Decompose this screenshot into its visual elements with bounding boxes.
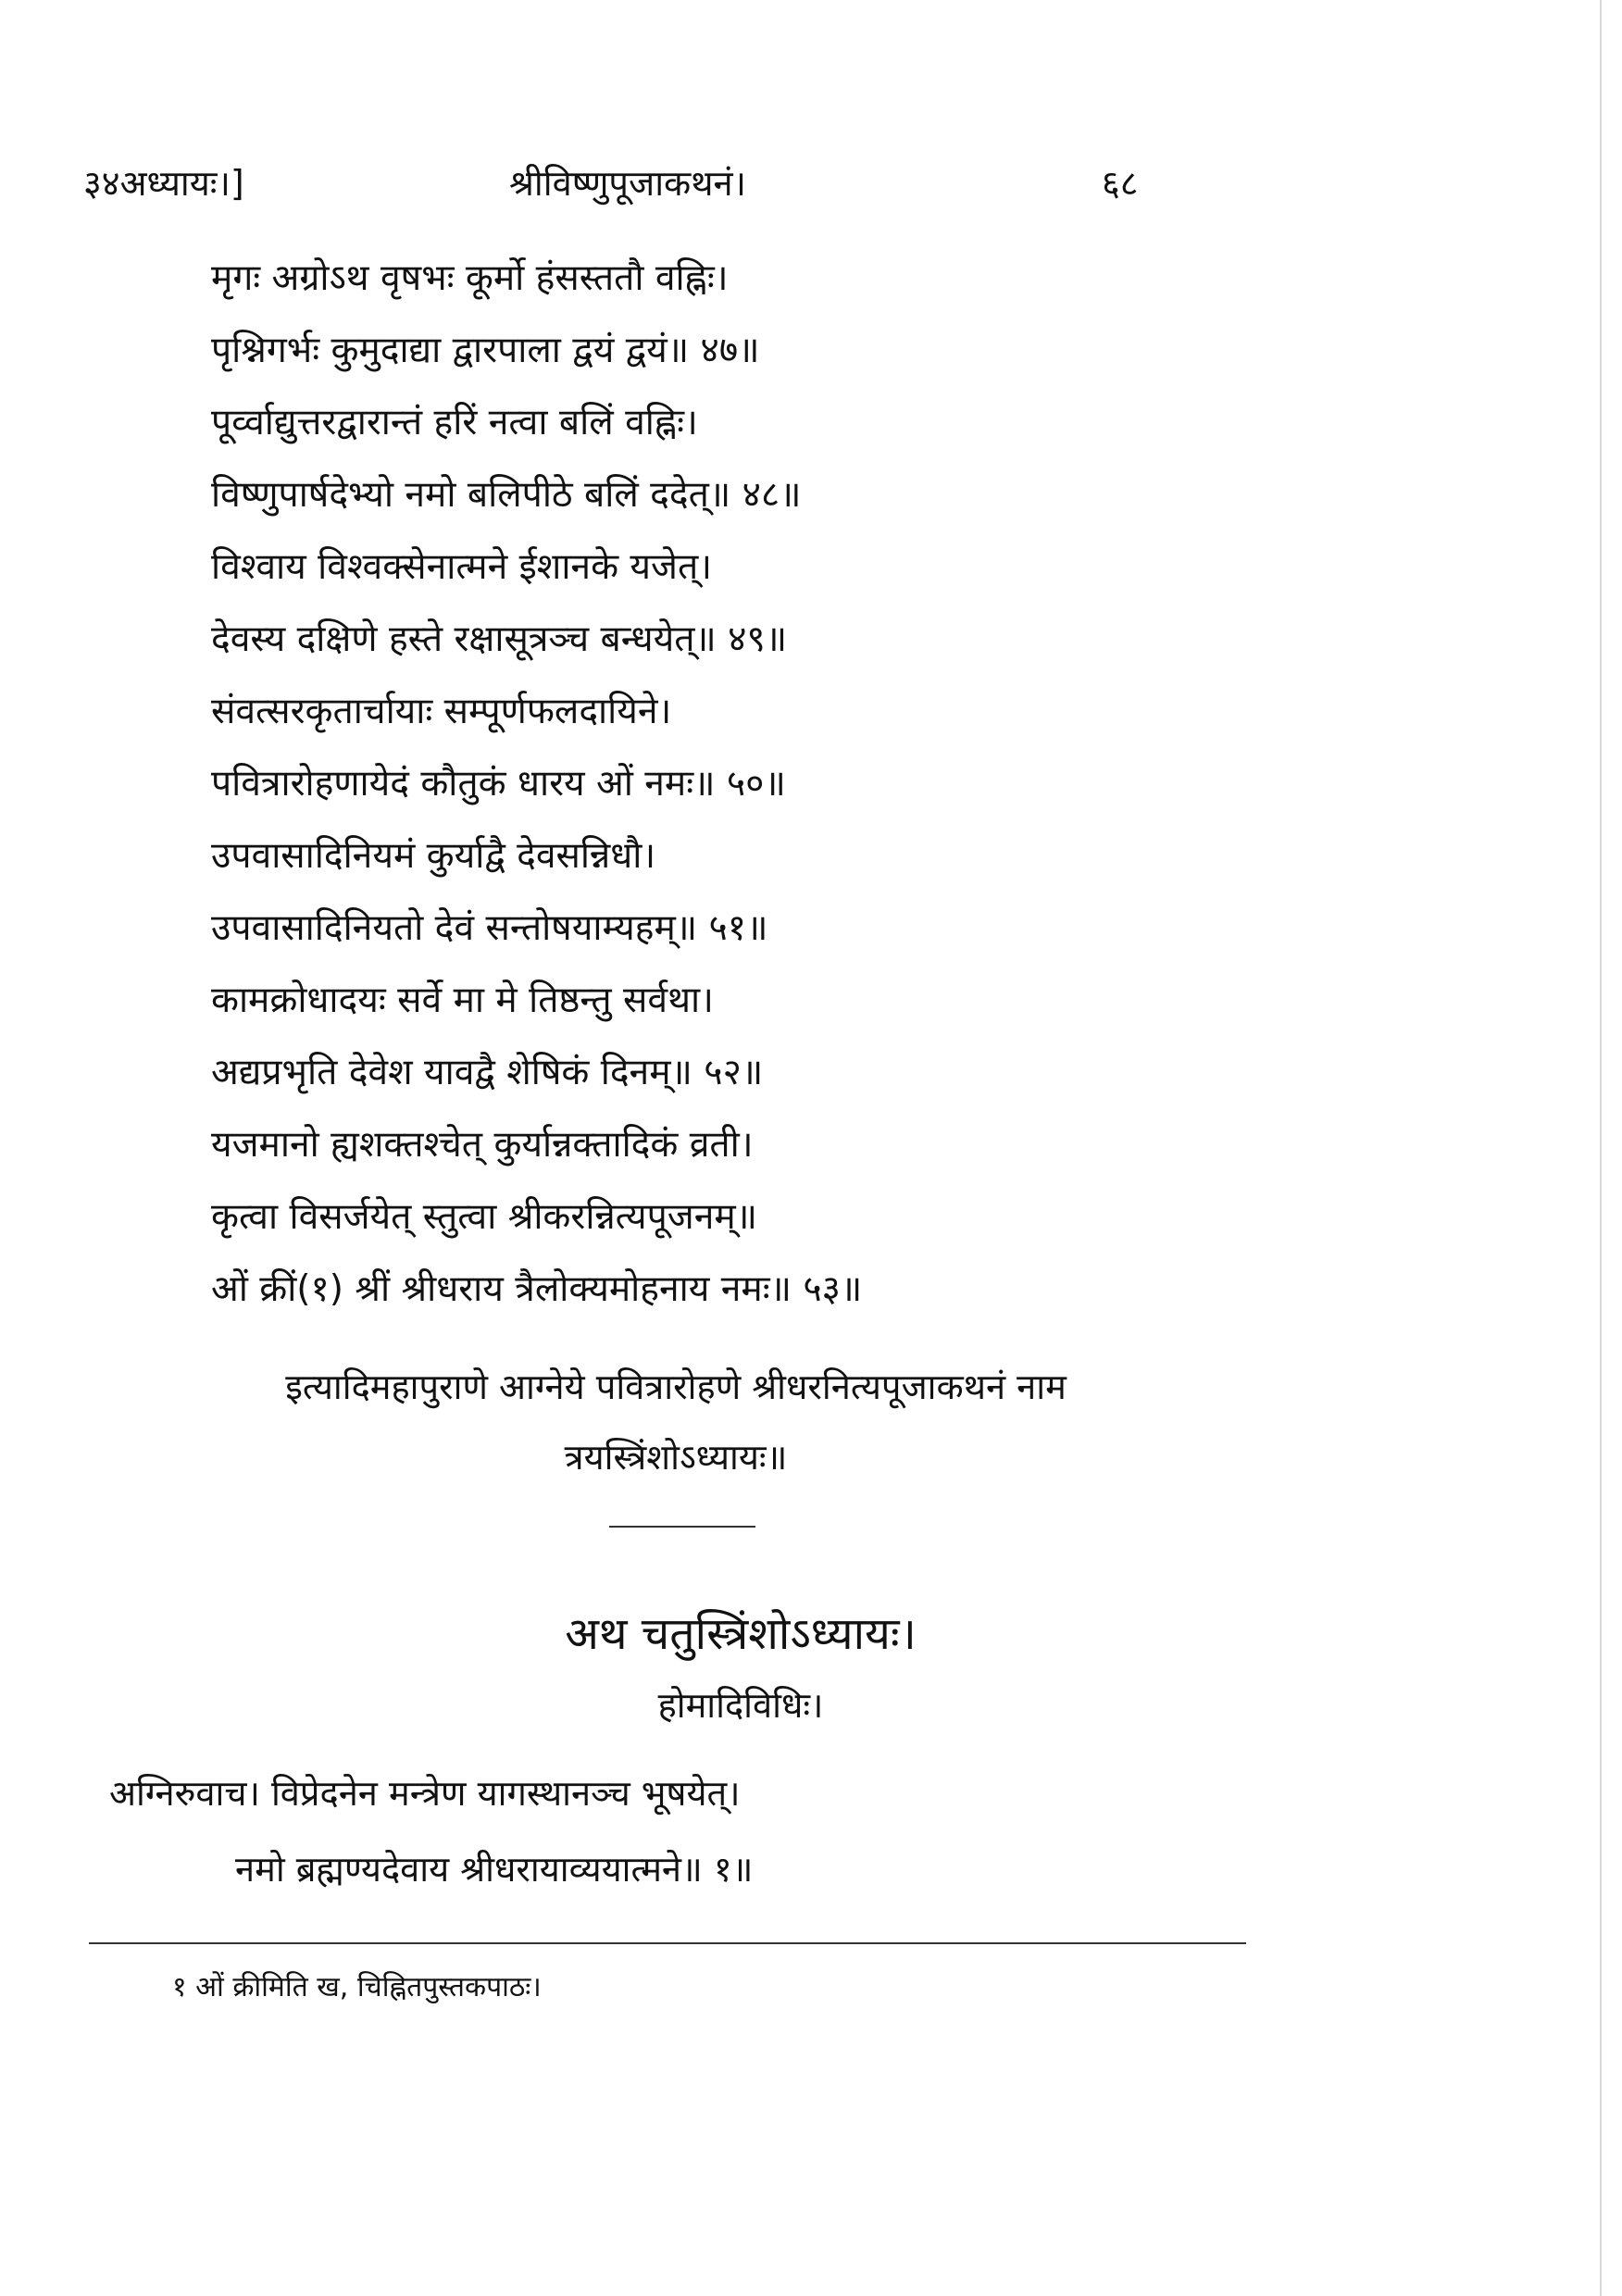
verse-line: उपवासादिनियमं कुर्याद्वै देवसन्निधौ। xyxy=(211,835,656,877)
verse-line: पूर्व्वाद्युत्तरद्वारान्तं हरिं नत्वा बलिं वह्निः। xyxy=(211,402,698,443)
verse-line: यजमानो ह्यशक्तश्चेत् कुर्यान्नक्तादिकं व्रती। xyxy=(211,1124,754,1166)
running-head-title: श्रीविष्णुपूजाकथनं। xyxy=(509,163,747,204)
colophon-line-2: त्रयस्त्रिंशोऽध्यायः॥ xyxy=(564,1437,788,1478)
chapter-subtitle: होमादिविधिः। xyxy=(657,1685,824,1726)
opening-line-2: नमो ब्रह्मण्यदेवाय श्रीधरायाव्ययात्मने॥ १॥ xyxy=(235,1849,754,1890)
section-divider xyxy=(609,1526,755,1528)
chapter-title: अथ चतुस्त्रिंशोऽध्यायः। xyxy=(565,1608,917,1660)
verse-line: पृश्निगर्भः कुमुदाद्या द्वारपाला द्वयं द्वयं॥ ४७॥ xyxy=(211,330,760,371)
verse-line: पवित्रारोहणायेदं कौतुकं धारय ओं नमः॥ ५०॥ xyxy=(211,763,786,805)
colophon-line-1: इत्यादिमहापुराणे आग्नेये पवित्रारोहणे श्रीधरनित्यपूजाकथनं नाम xyxy=(285,1366,1067,1407)
verse-line: विष्णुपार्षदेभ्यो नमो बलिपीठे बलिं ददेत्॥ ४८॥ xyxy=(211,474,802,516)
verse-line: देवस्य दक्षिणे हस्ते रक्षासूत्रञ्च बन्धयेत्॥ ४९॥ xyxy=(211,618,788,660)
verse-block xyxy=(211,243,1285,1326)
verse-line: कामक्रोधादयः सर्वे मा मे तिष्ठन्तु सर्वथा। xyxy=(211,980,714,1021)
verse-line: संवत्सरकृतार्चायाः सम्पूर्णफलदायिने। xyxy=(211,691,672,732)
footnote: १ ओं क्रीमिति ख, चिह्नितपुस्तकपाठः। xyxy=(172,1971,542,2003)
verse-line: अद्यप्रभृति देवेश यावद्वै शेषिकं दिनम्॥ ५२॥ xyxy=(211,1052,764,1093)
verse-line: उपवासादिनियतो देवं सन्तोषयाम्यहम्॥ ५१॥ xyxy=(211,907,768,949)
verse-line: मृगः अग्रोऽथ वृषभः कूर्मो हंसस्ततौ वह्निः। xyxy=(211,257,729,299)
verse-line: कृत्वा विसर्जयेत् स्तुत्वा श्रीकरन्नित्यपूजनम्॥ xyxy=(211,1196,758,1238)
verse-line: ओं क्रीं(१) श्रीं श्रीधराय त्रैलोक्यमोहनाय नमः॥ ५३॥ xyxy=(211,1268,863,1310)
chapter-opening xyxy=(109,1755,1220,1907)
chapter-colophon xyxy=(120,1352,1231,1492)
running-head xyxy=(83,156,1250,211)
page-number: ६८ xyxy=(1102,163,1139,204)
verse-line: विश्वाय विश्वक्सेनात्मने ईशानके यजेत्। xyxy=(211,546,712,588)
opening-line-1: अग्निरुवाच। विप्रेदनेन मन्त्रेण यागस्थानञ्च भूषयेत्। xyxy=(109,1773,741,1814)
running-head-chapter: ३४अध्यायः।] xyxy=(83,163,244,204)
page-edge xyxy=(1600,0,1622,2296)
footnote-rule xyxy=(89,1942,1246,1944)
